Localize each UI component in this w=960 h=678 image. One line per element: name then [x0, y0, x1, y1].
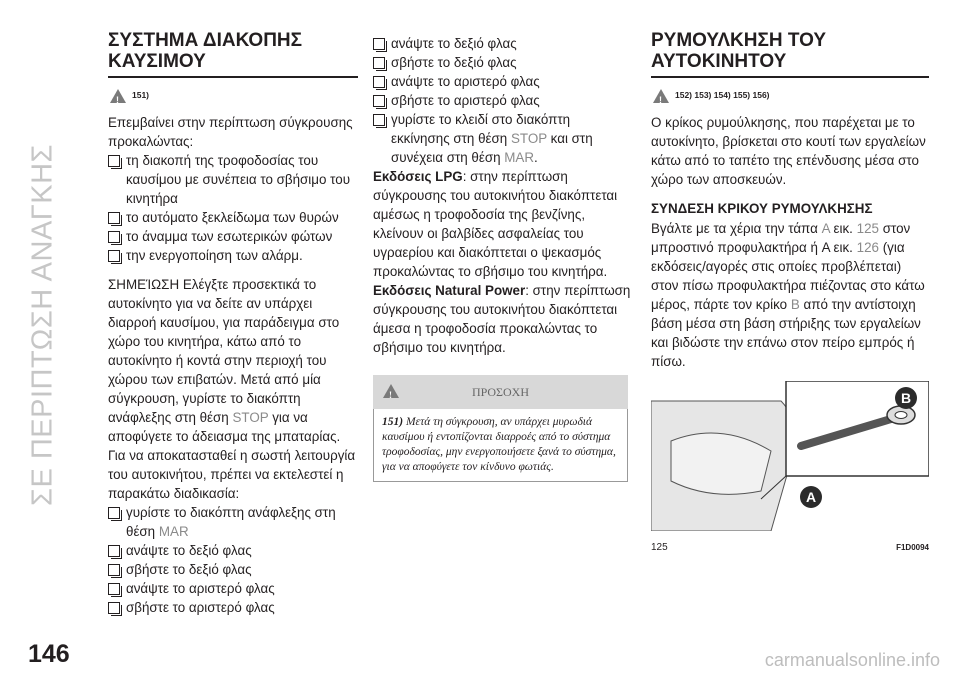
list-item: το αυτόματο ξεκλείδωμα των θυρών: [108, 208, 358, 227]
tow-hook-illustration: [651, 381, 929, 531]
checkbox-icon: [108, 583, 120, 595]
list-item: σβήστε το δεξιό φλας: [108, 560, 358, 579]
list-item: τη διακοπή της τροφοδοσίας του καυσίμου με συνέπεια το σβήσιμο του κινητήρα: [108, 151, 358, 208]
figure-caption: [651, 538, 929, 557]
checkbox-icon: [108, 212, 120, 224]
list-item: ανάψτε το δεξιό φλας: [373, 34, 631, 53]
towing-intro: Ο κρίκος ρυμούλκησης, που παρέχεται με το αυτοκίνητο, βρίσκεται στο κουτί των εργαλείων κάτω από το ταπέτο της επένδυσης μέσα στο χώρο των αποσκευών.: [651, 115, 926, 187]
checkbox-icon: [108, 564, 120, 576]
note-paragraph: ΣΗΜΕΊΩΣΗ Ελέγξτε προσεκτικά το αυτοκίνητο για να δείτε αν υπάρχει διαρροή καυσίμου, για παράδειγμα στο χώρο του κινητήρα, κάτω από το αυτοκίνητο ή κοντά στην περιοχή του χώρου των επιβατών. Μετά από μία σύγκρουση, γυρίστε το διακόπτη ανάφλεξης στη θέση STOP για να αποφύγετε το άδειασμα της μπαταρίας. Για να αποκατασταθεί η σωστή λειτουργία του αυτοκινήτου, πρέπει να εκτελεστεί η παρακάτω διαδικασία:: [108, 277, 356, 501]
checkbox-icon: [373, 76, 385, 88]
list-item: ανάψτε το αριστερό φλας: [108, 579, 358, 598]
watermark: carmanualsonline.info: [764, 650, 940, 670]
figure-number: 125: [651, 542, 668, 553]
natural-power-paragraph: Εκδόσεις Natural Power: στην περίπτωση σύγκρουσης του αυτοκινήτου διακόπτεται άμεσα η τροφοδοσία προκαλώντας το σβήσιμο του κινητήρα.: [373, 283, 631, 355]
checkbox-icon: [373, 38, 385, 50]
callout-b: B: [900, 390, 912, 406]
checkbox-icon: [108, 602, 120, 614]
list-item: σβήστε το αριστερό φλας: [108, 598, 358, 617]
callout-a: A: [805, 489, 817, 505]
figure-code: F1D0094: [896, 543, 929, 552]
caution-text: 151) Μετά τη σύγκρουση, αν υπάρχει μυρωδιά καυσίμου ή εντοπίζονται διαρροές από το σύστημα τροφοδοσίας, μην ενεργοποιήσετε ξανά το σύστημα, για να αποφύγετε τον κίνδυνο φωτιάς.: [373, 409, 628, 482]
list-item: την ενεργοποίηση των αλάρμ.: [108, 246, 358, 265]
list-item: ανάψτε το δεξιό φλας: [108, 541, 358, 560]
column-fuel-cutoff: [108, 30, 358, 617]
side-title-text: ΣΕ ΠΕΡΙΠΤΩΣΗ ΑΝΑΓΚΗΣ: [26, 144, 59, 506]
section-side-title: [26, 20, 60, 630]
warning-icon: [653, 89, 669, 103]
checkbox-icon: [108, 231, 120, 243]
list-item: γυρίστε το διακόπτη ανάφλεξης στη θέση MAR: [108, 503, 358, 541]
warning-reference: ! 151): [110, 86, 358, 105]
column-towing: [651, 30, 929, 553]
checkbox-icon: [108, 155, 120, 167]
heading-fuel-cutoff: ΣΥΣΤΗΜΑ ΔΙΑΚΟΠΗΣ ΚΑΥΣΙΜΟΥ: [108, 30, 358, 78]
page-number: 146: [28, 640, 70, 668]
checkbox-icon: [108, 507, 120, 519]
checkbox-icon: [373, 57, 385, 69]
subheading-tow-hook: ΣΥΝΔΕΣΗ ΚΡΙΚΟΥ ΡΥΜΟΥΛΚΗΣΗΣ: [651, 201, 873, 216]
list-item: γυρίστε το κλειδί στο διακόπτη εκκίνησης στη θέση STOP και στη συνέχεια στη θέση MAR.: [373, 110, 631, 167]
list-item: σβήστε το αριστερό φλας: [373, 91, 631, 110]
checkbox-icon: [108, 545, 120, 557]
column-procedure: [373, 34, 631, 482]
caution-box: [373, 375, 628, 482]
warning-icon: [110, 89, 126, 103]
figure-tow-hook: [651, 381, 929, 553]
list-item: ανάψτε το αριστερό φλας: [373, 72, 631, 91]
list-item: σβήστε το δεξιό φλας: [373, 53, 631, 72]
checkbox-icon: [108, 250, 120, 262]
checkbox-icon: [373, 114, 385, 126]
heading-towing: ΡΥΜΟΥΛΚΗΣΗ ΤΟΥ ΑΥΤΟΚΙΝΗΤΟΥ: [651, 30, 929, 78]
intro-text: Επεμβαίνει στην περίπτωση σύγκρουσης προκαλώντας:: [108, 115, 353, 149]
warning-icon: [383, 384, 399, 398]
tow-hook-instructions: Βγάλτε με τα χέρια την τάπα A εικ. 125 στον μπροστινό προφυλακτήρα ή A εικ. 126 (για εκδόσεις/αγορές στις οποίες προβλέπεται) στον πίσω προφυλακτήρα πιέζοντας στο κάτω μέρος, πάρτε τον κρίκο B από την αντίστοιχη βάση μέσα στη βάση στήριξης των εργαλείων και βιδώστε την επάνω στον πείρο εμπρός ή πίσω.: [651, 221, 925, 369]
warning-reference: ! 152) 153) 154) 155) 156): [653, 86, 929, 105]
lpg-paragraph: Εκδόσεις LPG: στην περίπτωση σύγκρουσης του αυτοκινήτου διακόπτεται αμέσως η τροφοδοσία της βενζίνης, κλείνουν οι βαλβίδες ασφαλείας του υγραερίου και διακόπτεται ο ψεκασμός προκαλώντας το σβήσιμο του κινητήρα.: [373, 169, 618, 279]
checkbox-icon: [373, 95, 385, 107]
list-item: το άναμμα των εσωτερικών φώτων: [108, 227, 358, 246]
caution-header: ! ΠΡΟΣΟΧΗ: [373, 375, 628, 409]
